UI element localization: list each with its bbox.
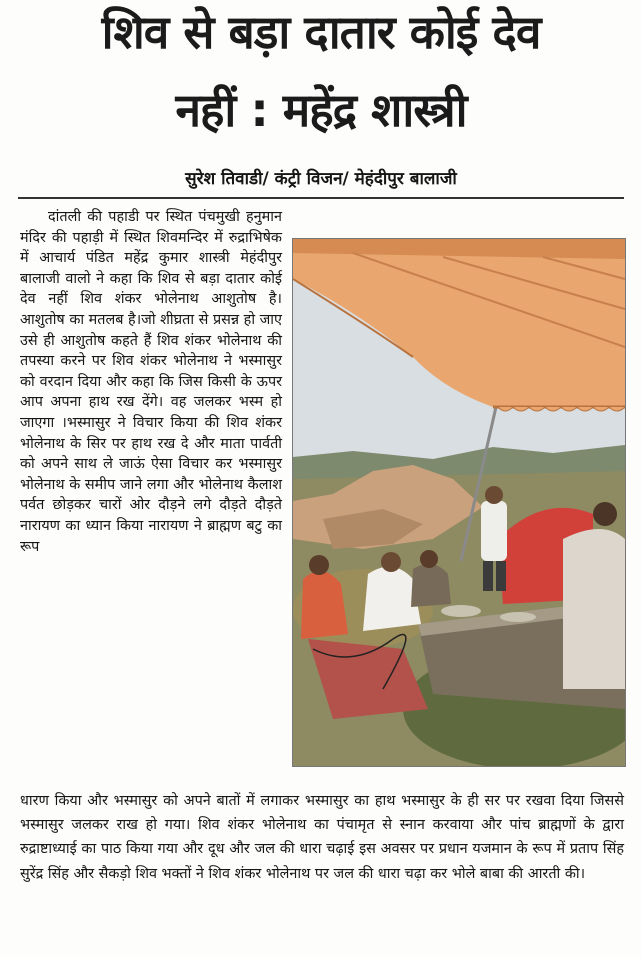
- byline-divider: [18, 197, 624, 199]
- article-bottom-text: धारण किया और भस्मासुर को अपने बातों में लगाकर भस्मासुर का हाथ भस्मासुर के ही सर पर रखवा दिया जिससे भस्मासुर जलकर राख हो गया। शिव शंकर भोलेनाथ का पंचामृत से स्नान करवाया और पांच ब्राह्मणों के द्वारा रुद्राष्टाध्याई का पाठ किया गया और दूध और जल की धारा चढ़ाई इस अवसर पर प्रधान यजमान के रूप में प्रताप सिंह सुरेंद्र सिंह और सैकड़ो शिव भक्तों ने शिव शंकर भोलेनाथ पर जल की धारा चढ़ा कर भोले बाबा की आरती की।: [20, 793, 624, 882]
- byline: सुरेश तिवाडी/ कंट्री विजन/ मेहंदीपुर बालाजी: [185, 169, 457, 189]
- ceremony-photo: [292, 238, 626, 767]
- headline-line-1: शिव से बड़ा दातार कोई देव: [101, 5, 541, 59]
- article-column-text: दांतली की पहाडी पर स्थित पंचमुखी हनुमान मंदिर की पहाड़ी में स्थित शिवमन्दिर में रुद्राभिषेक में आचार्य पंडित महेंद्र कुमार शास्त्री मेहंदीपुर बालाजी वालो ने कहा कि शिव से बड़ा दातार कोई देव नहीं शिव शंकर भोलेनाथ आशुतोष है। आशुतोष का मतलब है।जो शीघ्रता से प्रसन्न हो जाए उसे ही आशुतोष कहते हैं शिव शंकर भोलेनाथ की तपस्या करने पर शिव शंकर भोलेनाथ ने भस्मासुर को वरदान दिया और कहा कि जिस किसी के ऊपर आप अपना हाथ रख देंगे। वह जलकर भस्म हो जाएगा ।भस्मासुर ने विचार किया की शिव शंकर भोलेनाथ के सिर पर हाथ रख दे और माता पार्वती को अपने साथ ले जाऊं ऐसा विचार कर भस्मासुर भोलेनाथ के समीप जाने लगा और भोलेनाथ कैलाश पर्वत छोड़कर चारों ओर दौड़ने लगे दौड़ते दौड़ते नारायण का ध्यान किया नारायण ने ब्राह्मण बटु का रूप: [20, 209, 282, 555]
- headline-line-2: नहीं : महेंद्र शास्त्री: [175, 83, 467, 137]
